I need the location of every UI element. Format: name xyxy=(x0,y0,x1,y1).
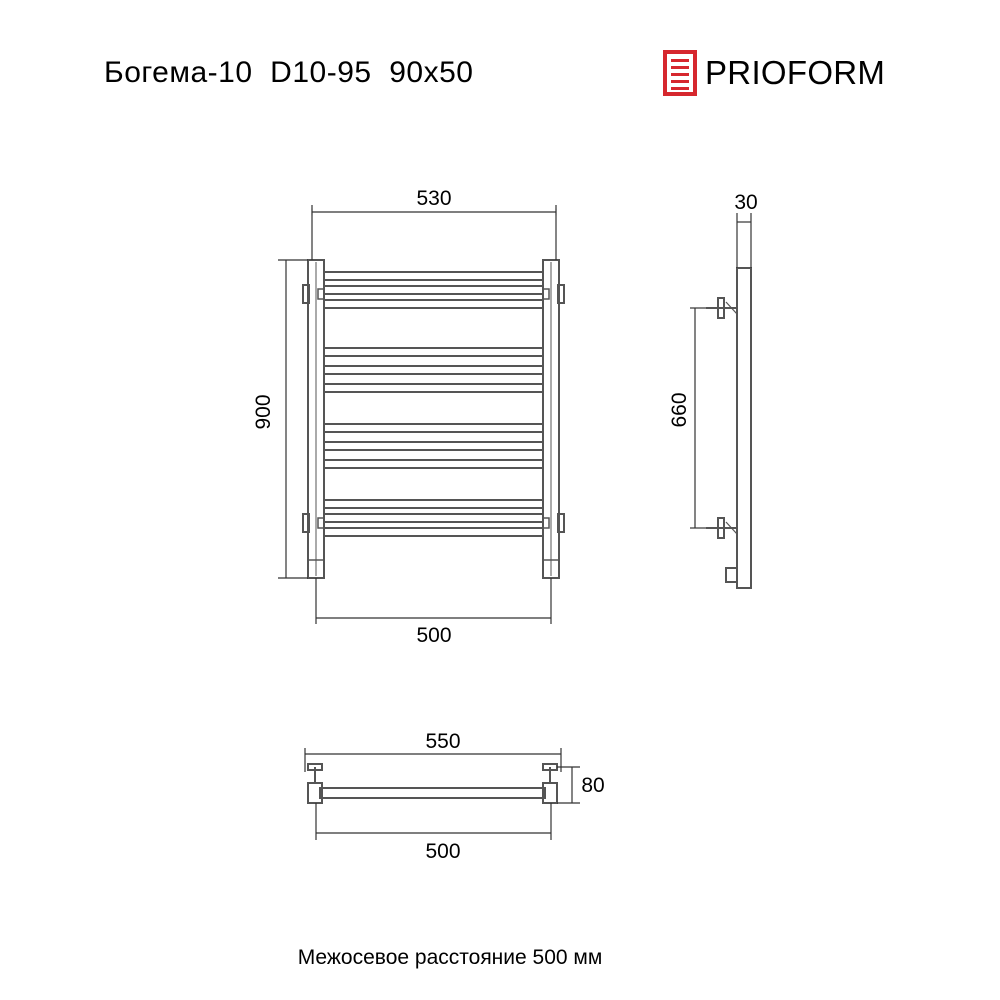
side-view xyxy=(706,268,751,588)
dim-side-depth: 30 xyxy=(734,191,758,214)
dim-front-height: 900 xyxy=(252,394,275,430)
mount-top-right xyxy=(558,285,564,303)
rungs xyxy=(324,272,543,536)
rung xyxy=(324,442,543,450)
side-upright xyxy=(737,268,751,588)
side-dimensions xyxy=(690,213,751,528)
brand-name: PRIOFORM xyxy=(705,54,886,91)
rung xyxy=(324,460,543,468)
top-dimensions xyxy=(305,748,580,840)
dim-top-center: 500 xyxy=(425,840,461,863)
mount-top-left xyxy=(303,285,309,303)
rung xyxy=(324,366,543,374)
rung xyxy=(324,500,543,508)
rung xyxy=(324,300,543,308)
dim-front-center: 500 xyxy=(416,624,452,647)
rung xyxy=(324,424,543,432)
front-dimensions xyxy=(278,205,556,624)
rung xyxy=(324,348,543,356)
top-view xyxy=(308,764,557,803)
caption: Межосевое расстояние 500 мм xyxy=(297,946,603,969)
side-valve xyxy=(726,568,737,582)
rung xyxy=(324,286,543,294)
top-rail xyxy=(320,788,545,798)
dim-top-width: 550 xyxy=(425,730,461,753)
mount-bottom-right xyxy=(558,514,564,532)
model-title: Богема-10 D10-95 90х50 xyxy=(104,56,474,89)
rung xyxy=(324,514,543,522)
dim-side-mount: 660 xyxy=(668,392,691,428)
rung xyxy=(324,528,543,536)
dim-top-offset: 80 xyxy=(581,774,605,797)
mount-bottom-left xyxy=(303,514,309,532)
rung xyxy=(324,384,543,392)
dim-front-width: 530 xyxy=(416,187,452,210)
rung xyxy=(324,272,543,280)
